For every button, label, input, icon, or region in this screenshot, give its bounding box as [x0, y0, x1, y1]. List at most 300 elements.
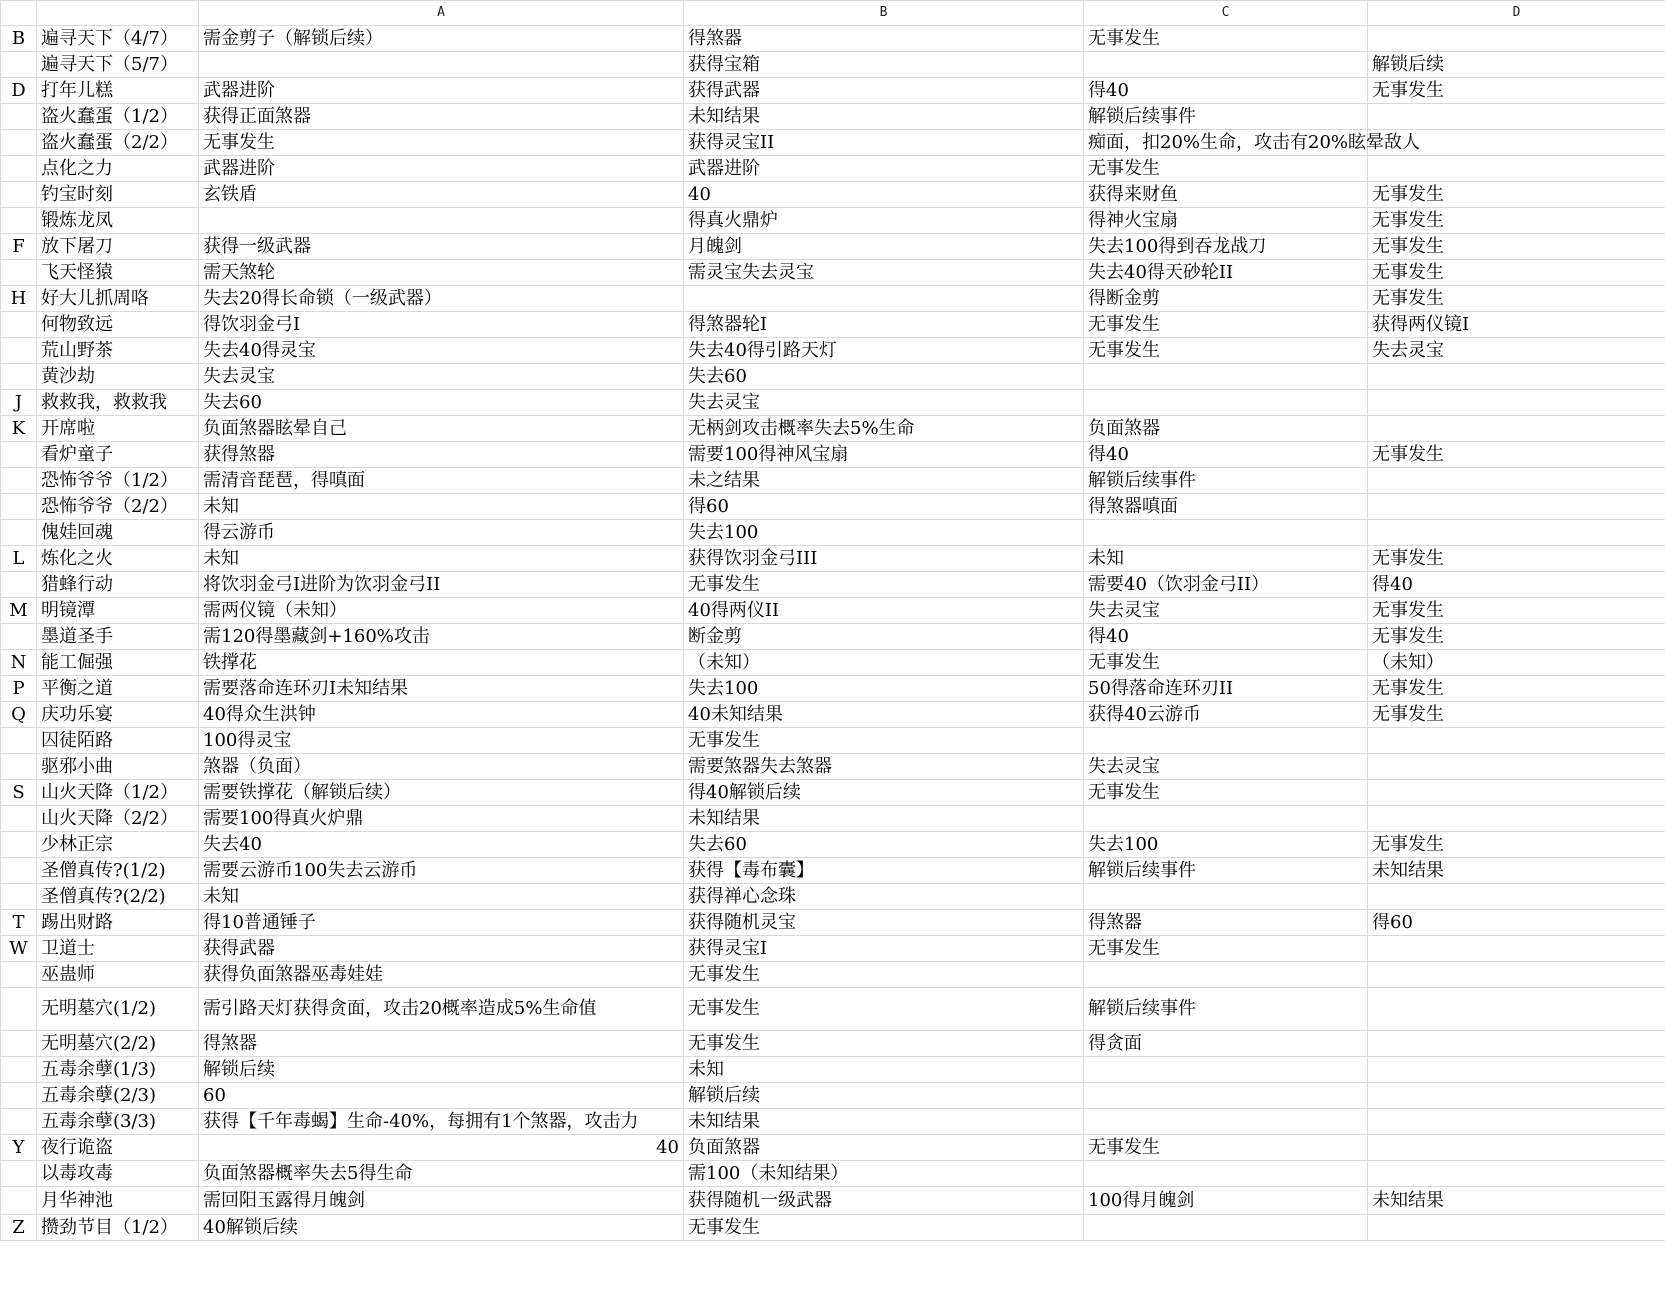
- option-d-cell[interactable]: 无事发生: [1368, 598, 1665, 624]
- event-name-cell[interactable]: 踢出财路: [37, 910, 199, 936]
- letter-cell[interactable]: N: [1, 650, 37, 676]
- option-b-cell[interactable]: 未知: [684, 1057, 1084, 1083]
- option-a-cell[interactable]: 40: [199, 1135, 684, 1161]
- option-d-cell[interactable]: [1368, 962, 1665, 988]
- event-name-cell[interactable]: 恐怖爷爷（2/2）: [37, 494, 199, 520]
- option-b-cell[interactable]: 无事发生: [684, 988, 1084, 1031]
- option-d-cell[interactable]: [1368, 754, 1665, 780]
- option-c-cell[interactable]: [1084, 1083, 1368, 1109]
- option-a-cell[interactable]: 40解锁后续: [199, 1215, 684, 1241]
- option-d-cell[interactable]: 未知结果: [1368, 858, 1665, 884]
- letter-cell[interactable]: B: [1, 26, 37, 52]
- letter-cell[interactable]: [1, 1161, 37, 1187]
- option-d-cell[interactable]: [1368, 936, 1665, 962]
- option-c-cell[interactable]: 失去灵宝: [1084, 598, 1368, 624]
- option-a-cell[interactable]: 无事发生: [199, 130, 684, 156]
- option-b-cell[interactable]: 获得【毒布囊】: [684, 858, 1084, 884]
- option-d-cell[interactable]: 无事发生: [1368, 832, 1665, 858]
- option-a-cell[interactable]: 武器进阶: [199, 78, 684, 104]
- letter-cell[interactable]: Y: [1, 1135, 37, 1161]
- option-c-cell[interactable]: [1084, 1161, 1368, 1187]
- corner-cell[interactable]: [1, 1, 37, 26]
- letter-cell[interactable]: [1, 468, 37, 494]
- letter-cell[interactable]: [1, 442, 37, 468]
- option-b-cell[interactable]: 无事发生: [684, 1031, 1084, 1057]
- letter-cell[interactable]: W: [1, 936, 37, 962]
- option-b-cell[interactable]: 负面煞器: [684, 1135, 1084, 1161]
- option-c-cell[interactable]: 失去100得到吞龙战刀: [1084, 234, 1368, 260]
- option-b-cell[interactable]: 获得武器: [684, 78, 1084, 104]
- option-a-cell[interactable]: 60: [199, 1083, 684, 1109]
- letter-cell[interactable]: [1, 572, 37, 598]
- table-row: [1, 1109, 1665, 1135]
- event-name-cell[interactable]: 遍寻天下（5/7）: [37, 52, 199, 78]
- event-name-cell[interactable]: 夜行诡盗: [37, 1135, 199, 1161]
- event-name-cell[interactable]: 攒劲节目（1/2）: [37, 1215, 199, 1241]
- option-d-cell[interactable]: [1368, 468, 1665, 494]
- letter-cell[interactable]: [1, 104, 37, 130]
- event-name-cell[interactable]: 无明墓穴(1/2): [37, 988, 199, 1031]
- letter-cell[interactable]: [1, 208, 37, 234]
- column-header-d[interactable]: D: [1368, 1, 1665, 26]
- table-row: [1, 234, 1665, 260]
- option-b-cell[interactable]: 失去灵宝: [684, 390, 1084, 416]
- event-name-cell[interactable]: 巫蛊师: [37, 962, 199, 988]
- option-b-cell[interactable]: 需要100得神风宝扇: [684, 442, 1084, 468]
- option-a-cell[interactable]: 未知: [199, 884, 684, 910]
- option-d-cell[interactable]: [1368, 780, 1665, 806]
- option-d-cell[interactable]: 无事发生: [1368, 208, 1665, 234]
- option-a-cell[interactable]: 铁撑花: [199, 650, 684, 676]
- event-name-cell[interactable]: 无明墓穴(2/2): [37, 1031, 199, 1057]
- option-a-cell[interactable]: 解锁后续: [199, 1057, 684, 1083]
- event-name-cell[interactable]: 卫道士: [37, 936, 199, 962]
- letter-cell[interactable]: [1, 962, 37, 988]
- letter-cell[interactable]: T: [1, 910, 37, 936]
- event-name-cell[interactable]: 平衡之道: [37, 676, 199, 702]
- option-c-cell[interactable]: 负面煞器: [1084, 416, 1368, 442]
- option-a-cell[interactable]: 获得负面煞器巫毒娃娃: [199, 962, 684, 988]
- option-a-cell[interactable]: 需清音琵琶，得嗔面: [199, 468, 684, 494]
- letter-cell[interactable]: D: [1, 78, 37, 104]
- option-b-cell[interactable]: 40未知结果: [684, 702, 1084, 728]
- letter-cell[interactable]: [1, 1031, 37, 1057]
- option-c-cell[interactable]: 得40: [1084, 442, 1368, 468]
- option-a-cell[interactable]: 未知: [199, 546, 684, 572]
- option-b-cell[interactable]: 失去60: [684, 364, 1084, 390]
- option-a-cell[interactable]: 获得一级武器: [199, 234, 684, 260]
- option-b-cell[interactable]: 无柄剑攻击概率失去5%生命: [684, 416, 1084, 442]
- option-a-cell[interactable]: 100得灵宝: [199, 728, 684, 754]
- event-name-cell[interactable]: 黄沙劫: [37, 364, 199, 390]
- option-b-cell[interactable]: [684, 286, 1084, 312]
- event-name-cell[interactable]: 盗火蠢蛋（2/2）: [37, 130, 199, 156]
- letter-cell[interactable]: [1, 364, 37, 390]
- option-d-cell[interactable]: [1368, 1215, 1665, 1241]
- option-d-cell[interactable]: [1368, 156, 1665, 182]
- option-c-cell[interactable]: 得40: [1084, 624, 1368, 650]
- letter-cell[interactable]: P: [1, 676, 37, 702]
- event-name-cell[interactable]: 救救我，救救我: [37, 390, 199, 416]
- letter-cell[interactable]: [1, 624, 37, 650]
- option-a-cell[interactable]: 获得【千年毒蝎】生命-40%，每拥有1个煞器，攻击力: [199, 1109, 684, 1135]
- option-c-cell[interactable]: [1084, 728, 1368, 754]
- option-b-cell[interactable]: 40: [684, 182, 1084, 208]
- option-b-cell[interactable]: 未知结果: [684, 104, 1084, 130]
- option-c-cell[interactable]: 无事发生: [1084, 338, 1368, 364]
- table-row: [1, 1187, 1665, 1215]
- option-d-cell[interactable]: [1368, 1109, 1665, 1135]
- option-b-cell[interactable]: 失去100: [684, 520, 1084, 546]
- option-b-cell[interactable]: 获得灵宝I: [684, 936, 1084, 962]
- option-c-cell[interactable]: 失去灵宝: [1084, 754, 1368, 780]
- option-b-cell[interactable]: 断金剪: [684, 624, 1084, 650]
- option-a-cell[interactable]: 需金剪子（解锁后续）: [199, 26, 684, 52]
- option-d-cell[interactable]: 无事发生: [1368, 442, 1665, 468]
- option-a-cell[interactable]: 需要云游币100失去云游币: [199, 858, 684, 884]
- option-b-cell[interactable]: 获得禅心念珠: [684, 884, 1084, 910]
- event-name-cell[interactable]: 点化之力: [37, 156, 199, 182]
- option-d-cell[interactable]: [1368, 416, 1665, 442]
- option-a-cell[interactable]: 得煞器: [199, 1031, 684, 1057]
- event-name-cell[interactable]: 好大儿抓周咯: [37, 286, 199, 312]
- letter-cell[interactable]: F: [1, 234, 37, 260]
- option-a-cell[interactable]: 需要铁撑花（解锁后续）: [199, 780, 684, 806]
- option-d-cell[interactable]: [1368, 806, 1665, 832]
- option-c-cell[interactable]: 100得月魄剑: [1084, 1187, 1368, 1215]
- letter-cell[interactable]: L: [1, 546, 37, 572]
- table-row: [1, 1083, 1665, 1109]
- option-b-cell[interactable]: 获得随机灵宝: [684, 910, 1084, 936]
- event-name-cell[interactable]: 开席啦: [37, 416, 199, 442]
- table-row: [1, 858, 1665, 884]
- option-c-cell[interactable]: [1084, 884, 1368, 910]
- option-c-cell[interactable]: 痴面，扣20%生命，攻击有20%眩晕敌人: [1084, 130, 1368, 156]
- option-c-cell[interactable]: 未知: [1084, 546, 1368, 572]
- table-row: [1, 1215, 1665, 1241]
- option-a-cell[interactable]: [199, 208, 684, 234]
- letter-cell[interactable]: S: [1, 780, 37, 806]
- letter-cell[interactable]: [1, 806, 37, 832]
- option-a-cell[interactable]: 需要落命连环刃I未知结果: [199, 676, 684, 702]
- event-name-cell[interactable]: 钓宝时刻: [37, 182, 199, 208]
- option-c-cell[interactable]: [1084, 962, 1368, 988]
- option-a-cell[interactable]: 得10普通锤子: [199, 910, 684, 936]
- option-d-cell[interactable]: [1368, 728, 1665, 754]
- letter-cell[interactable]: [1, 260, 37, 286]
- option-c-cell[interactable]: 得煞器嗔面: [1084, 494, 1368, 520]
- option-a-cell[interactable]: 失去灵宝: [199, 364, 684, 390]
- option-d-cell[interactable]: 无事发生: [1368, 286, 1665, 312]
- option-a-cell[interactable]: 负面煞器概率失去5得生命: [199, 1161, 684, 1187]
- option-c-cell[interactable]: 无事发生: [1084, 26, 1368, 52]
- option-d-cell[interactable]: 无事发生: [1368, 260, 1665, 286]
- option-b-cell[interactable]: 得真火鼎炉: [684, 208, 1084, 234]
- event-name-cell[interactable]: 圣僧真传?(1/2): [37, 858, 199, 884]
- option-c-cell[interactable]: [1084, 806, 1368, 832]
- option-d-cell[interactable]: 无事发生: [1368, 624, 1665, 650]
- option-a-cell[interactable]: 煞器（负面）: [199, 754, 684, 780]
- option-c-cell[interactable]: 解锁后续事件: [1084, 858, 1368, 884]
- event-name-cell[interactable]: 以毒攻毒: [37, 1161, 199, 1187]
- table-row: [1, 416, 1665, 442]
- event-name-cell[interactable]: 山火天降（1/2）: [37, 780, 199, 806]
- option-a-cell[interactable]: 玄铁盾: [199, 182, 684, 208]
- event-name-cell[interactable]: 恐怖爷爷（1/2）: [37, 468, 199, 494]
- event-name-cell[interactable]: 盗火蠢蛋（1/2）: [37, 104, 199, 130]
- option-a-cell[interactable]: 获得武器: [199, 936, 684, 962]
- option-b-cell[interactable]: 无事发生: [684, 962, 1084, 988]
- option-d-cell[interactable]: [1368, 1031, 1665, 1057]
- option-a-cell[interactable]: 武器进阶: [199, 156, 684, 182]
- option-c-cell[interactable]: 解锁后续事件: [1084, 988, 1368, 1031]
- letter-cell[interactable]: [1, 1083, 37, 1109]
- option-d-cell[interactable]: [1368, 26, 1665, 52]
- option-d-cell[interactable]: [1368, 494, 1665, 520]
- option-a-cell[interactable]: 得饮羽金弓I: [199, 312, 684, 338]
- table-row: [1, 780, 1665, 806]
- option-c-cell[interactable]: 无事发生: [1084, 312, 1368, 338]
- option-b-cell[interactable]: 获得随机一级武器: [684, 1187, 1084, 1215]
- letter-cell[interactable]: [1, 156, 37, 182]
- event-name-cell[interactable]: 月华神池: [37, 1187, 199, 1215]
- letter-cell[interactable]: [1, 312, 37, 338]
- option-c-cell[interactable]: 得断金剪: [1084, 286, 1368, 312]
- option-b-cell[interactable]: 需灵宝失去灵宝: [684, 260, 1084, 286]
- option-d-cell[interactable]: 无事发生: [1368, 702, 1665, 728]
- option-a-cell[interactable]: 失去20得长命锁（一级武器）: [199, 286, 684, 312]
- letter-cell[interactable]: [1, 130, 37, 156]
- option-c-cell[interactable]: 无事发生: [1084, 780, 1368, 806]
- event-name-cell[interactable]: 五毒余孽(3/3): [37, 1109, 199, 1135]
- option-a-cell[interactable]: 获得正面煞器: [199, 104, 684, 130]
- option-b-cell[interactable]: 需100（未知结果）: [684, 1161, 1084, 1187]
- option-b-cell[interactable]: 获得饮羽金弓III: [684, 546, 1084, 572]
- option-b-cell[interactable]: 失去60: [684, 832, 1084, 858]
- option-c-cell[interactable]: 无事发生: [1084, 650, 1368, 676]
- option-a-cell[interactable]: 需两仪镜（未知）: [199, 598, 684, 624]
- letter-cell[interactable]: H: [1, 286, 37, 312]
- option-c-cell[interactable]: [1084, 364, 1368, 390]
- option-a-cell[interactable]: 需回阳玉露得月魄剑: [199, 1187, 684, 1215]
- option-c-cell[interactable]: [1084, 520, 1368, 546]
- option-b-cell[interactable]: 获得宝箱: [684, 52, 1084, 78]
- option-d-cell[interactable]: [1368, 884, 1665, 910]
- option-d-cell[interactable]: [1368, 104, 1665, 130]
- event-name-cell[interactable]: 驱邪小曲: [37, 754, 199, 780]
- option-b-cell[interactable]: 解锁后续: [684, 1083, 1084, 1109]
- option-d-cell[interactable]: 得40: [1368, 572, 1665, 598]
- option-b-cell[interactable]: 失去40得引路天灯: [684, 338, 1084, 364]
- table-row: [1, 962, 1665, 988]
- option-d-cell[interactable]: [1368, 1161, 1665, 1187]
- option-a-cell[interactable]: 需要100得真火炉鼎: [199, 806, 684, 832]
- column-header-a[interactable]: A: [199, 1, 684, 26]
- letter-cell[interactable]: [1, 182, 37, 208]
- option-b-cell[interactable]: 未知结果: [684, 1109, 1084, 1135]
- event-name-cell[interactable]: 能工倔强: [37, 650, 199, 676]
- option-a-cell[interactable]: 失去60: [199, 390, 684, 416]
- letter-cell[interactable]: [1, 884, 37, 910]
- option-c-cell[interactable]: 失去40得天砂轮II: [1084, 260, 1368, 286]
- table-row: [1, 182, 1665, 208]
- letter-cell[interactable]: [1, 338, 37, 364]
- option-b-cell[interactable]: 无事发生: [684, 728, 1084, 754]
- option-a-cell[interactable]: 将饮羽金弓I进阶为饮羽金弓II: [199, 572, 684, 598]
- table-row: [1, 104, 1665, 130]
- event-name-cell[interactable]: 庆功乐宴: [37, 702, 199, 728]
- column-header-event[interactable]: [37, 1, 199, 26]
- option-c-cell[interactable]: 解锁后续事件: [1084, 468, 1368, 494]
- option-d-cell[interactable]: [1368, 364, 1665, 390]
- event-name-cell[interactable]: 看炉童子: [37, 442, 199, 468]
- option-d-cell[interactable]: 无事发生: [1368, 546, 1665, 572]
- letter-cell[interactable]: J: [1, 390, 37, 416]
- event-name-cell[interactable]: 五毒余孽(2/3): [37, 1083, 199, 1109]
- letter-cell[interactable]: [1, 494, 37, 520]
- option-a-cell[interactable]: 获得煞器: [199, 442, 684, 468]
- option-d-cell[interactable]: [1368, 988, 1665, 1031]
- option-d-cell[interactable]: 无事发生: [1368, 78, 1665, 104]
- option-d-cell[interactable]: 无事发生: [1368, 676, 1665, 702]
- option-d-cell[interactable]: [1368, 1057, 1665, 1083]
- option-d-cell[interactable]: [1368, 390, 1665, 416]
- table-row: [1, 1031, 1665, 1057]
- option-b-cell[interactable]: 未之结果: [684, 468, 1084, 494]
- letter-cell[interactable]: [1, 728, 37, 754]
- option-a-cell[interactable]: 40得众生洪钟: [199, 702, 684, 728]
- option-c-cell[interactable]: 得贪面: [1084, 1031, 1368, 1057]
- option-b-cell[interactable]: 无事发生: [684, 1215, 1084, 1241]
- letter-cell[interactable]: [1, 1187, 37, 1215]
- letter-cell[interactable]: [1, 988, 37, 1031]
- option-b-cell[interactable]: 得煞器轮I: [684, 312, 1084, 338]
- table-row: [1, 1135, 1665, 1161]
- option-d-cell[interactable]: 得60: [1368, 910, 1665, 936]
- event-name-cell[interactable]: 囚徒陌路: [37, 728, 199, 754]
- option-c-cell[interactable]: 得煞器: [1084, 910, 1368, 936]
- option-c-cell[interactable]: 无事发生: [1084, 936, 1368, 962]
- letter-cell[interactable]: M: [1, 598, 37, 624]
- table-row: [1, 442, 1665, 468]
- letter-cell[interactable]: [1, 1057, 37, 1083]
- column-header-b[interactable]: B: [684, 1, 1084, 26]
- option-c-cell[interactable]: 需要40（饮羽金弓II）: [1084, 572, 1368, 598]
- option-a-cell[interactable]: 负面煞器眩晕自己: [199, 416, 684, 442]
- event-name-cell[interactable]: 炼化之火: [37, 546, 199, 572]
- option-d-cell[interactable]: 获得两仪镜I: [1368, 312, 1665, 338]
- option-b-cell[interactable]: 失去100: [684, 676, 1084, 702]
- letter-cell[interactable]: [1, 520, 37, 546]
- option-b-cell[interactable]: 月魄剑: [684, 234, 1084, 260]
- option-c-cell[interactable]: [1084, 390, 1368, 416]
- option-b-cell[interactable]: 40得两仪II: [684, 598, 1084, 624]
- letter-cell[interactable]: Z: [1, 1215, 37, 1241]
- table-row: [1, 702, 1665, 728]
- event-name-cell[interactable]: 少林正宗: [37, 832, 199, 858]
- event-name-cell[interactable]: 飞天怪猿: [37, 260, 199, 286]
- event-name-cell[interactable]: 打年儿糕: [37, 78, 199, 104]
- event-name-cell[interactable]: 傀娃回魂: [37, 520, 199, 546]
- letter-cell[interactable]: [1, 52, 37, 78]
- event-name-cell[interactable]: 山火天降（2/2）: [37, 806, 199, 832]
- option-d-cell[interactable]: 无事发生: [1368, 182, 1665, 208]
- option-d-cell[interactable]: [1368, 1135, 1665, 1161]
- option-c-cell[interactable]: 得神火宝扇: [1084, 208, 1368, 234]
- option-c-cell[interactable]: 获得40云游币: [1084, 702, 1368, 728]
- option-d-cell[interactable]: （未知）: [1368, 650, 1665, 676]
- event-name-cell[interactable]: 明镜潭: [37, 598, 199, 624]
- option-c-cell[interactable]: 获得来财鱼: [1084, 182, 1368, 208]
- event-name-cell[interactable]: 猎蜂行动: [37, 572, 199, 598]
- letter-cell[interactable]: K: [1, 416, 37, 442]
- option-a-cell[interactable]: 需天煞轮: [199, 260, 684, 286]
- option-c-cell[interactable]: [1084, 1215, 1368, 1241]
- event-name-cell[interactable]: 锻炼龙凤: [37, 208, 199, 234]
- letter-cell[interactable]: [1, 754, 37, 780]
- event-name-cell[interactable]: 五毒余孽(1/3): [37, 1057, 199, 1083]
- option-a-cell[interactable]: 需引路天灯获得贪面，攻击20概率造成5%生命值: [199, 988, 684, 1031]
- option-d-cell[interactable]: [1368, 1083, 1665, 1109]
- event-name-cell[interactable]: 遍寻天下（4/7）: [37, 26, 199, 52]
- option-c-cell[interactable]: [1084, 1109, 1368, 1135]
- option-b-cell[interactable]: 获得灵宝II: [684, 130, 1084, 156]
- event-name-cell[interactable]: 墨道圣手: [37, 624, 199, 650]
- table-row: [1, 832, 1665, 858]
- option-a-cell[interactable]: [199, 52, 684, 78]
- letter-cell[interactable]: [1, 858, 37, 884]
- option-c-cell[interactable]: 50得落命连环刃II: [1084, 676, 1368, 702]
- option-b-cell[interactable]: 得40解锁后续: [684, 780, 1084, 806]
- table-row: [1, 78, 1665, 104]
- option-b-cell[interactable]: 无事发生: [684, 572, 1084, 598]
- option-a-cell[interactable]: 失去40得灵宝: [199, 338, 684, 364]
- letter-cell[interactable]: [1, 832, 37, 858]
- option-d-cell[interactable]: 解锁后续: [1368, 52, 1665, 78]
- table-row: [1, 884, 1665, 910]
- option-d-cell[interactable]: [1368, 520, 1665, 546]
- letter-cell[interactable]: [1, 1109, 37, 1135]
- option-d-cell[interactable]: 失去灵宝: [1368, 338, 1665, 364]
- option-c-cell[interactable]: 得40: [1084, 78, 1368, 104]
- option-a-cell[interactable]: 需120得墨藏剑+160%攻击: [199, 624, 684, 650]
- option-a-cell[interactable]: 失去40: [199, 832, 684, 858]
- option-c-cell[interactable]: 无事发生: [1084, 1135, 1368, 1161]
- option-b-cell[interactable]: 得煞器: [684, 26, 1084, 52]
- option-d-cell[interactable]: 无事发生: [1368, 234, 1665, 260]
- option-c-cell[interactable]: 无事发生: [1084, 156, 1368, 182]
- table-row: [1, 546, 1665, 572]
- option-c-cell[interactable]: 失去100: [1084, 832, 1368, 858]
- option-b-cell[interactable]: 武器进阶: [684, 156, 1084, 182]
- event-name-cell[interactable]: 放下屠刀: [37, 234, 199, 260]
- option-d-cell[interactable]: 未知结果: [1368, 1187, 1665, 1215]
- option-b-cell[interactable]: 得60: [684, 494, 1084, 520]
- event-name-cell[interactable]: 何物致远: [37, 312, 199, 338]
- option-b-cell[interactable]: 需要煞器失去煞器: [684, 754, 1084, 780]
- option-c-cell[interactable]: [1084, 52, 1368, 78]
- letter-cell[interactable]: Q: [1, 702, 37, 728]
- option-b-cell[interactable]: 未知结果: [684, 806, 1084, 832]
- column-header-c[interactable]: C: [1084, 1, 1368, 26]
- option-a-cell[interactable]: 得云游币: [199, 520, 684, 546]
- option-c-cell[interactable]: [1084, 1057, 1368, 1083]
- option-c-cell[interactable]: 解锁后续事件: [1084, 104, 1368, 130]
- event-name-cell[interactable]: 圣僧真传?(2/2): [37, 884, 199, 910]
- option-a-cell[interactable]: 未知: [199, 494, 684, 520]
- option-b-cell[interactable]: （未知）: [684, 650, 1084, 676]
- event-name-cell[interactable]: 荒山野茶: [37, 338, 199, 364]
